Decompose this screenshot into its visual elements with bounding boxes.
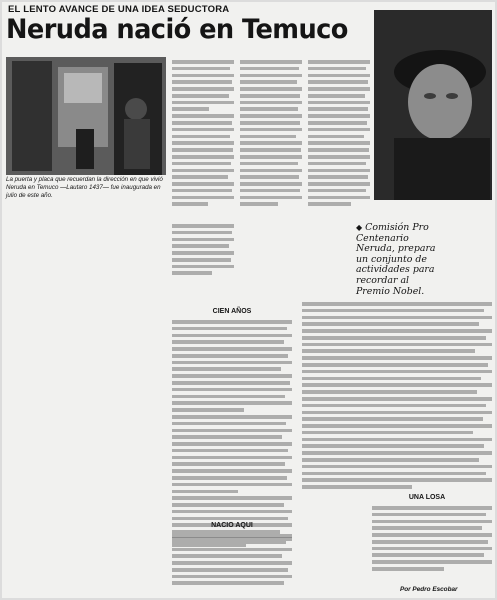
body-column-2 bbox=[240, 60, 302, 209]
street-photo bbox=[6, 57, 166, 175]
neruda-portrait-photo bbox=[374, 10, 492, 200]
photo-caption: La puerta y placa que recuerdan la dirección en que vivió Neruda en Temuco —Lautaro 1437— fue inaugurada en julio de este año. bbox=[6, 176, 163, 200]
body-column-5 bbox=[172, 320, 292, 551]
neruda-portrait-graphic bbox=[374, 10, 492, 200]
body-column-6 bbox=[172, 534, 292, 588]
body-column-1 bbox=[172, 60, 234, 209]
subhead-nacio-aqui: NACIO AQUI bbox=[211, 522, 253, 529]
body-column-7 bbox=[302, 302, 492, 492]
pull-quote-marker: ◆ bbox=[356, 223, 363, 232]
pull-quote-text: Comisión Pro Centenario Neruda, prepara un conjunto de actividades para recordar al Premio Nobel. bbox=[356, 222, 436, 297]
street-photo-graphic bbox=[6, 57, 166, 175]
byline: Por Pedro Escobar bbox=[400, 586, 458, 593]
headline: Neruda nació en Temuco bbox=[6, 14, 348, 45]
pull-quote bbox=[356, 223, 438, 297]
subhead-una-losa: UNA LOSA bbox=[408, 494, 446, 501]
body-column-4 bbox=[172, 224, 234, 278]
kicker: EL LENTO AVANCE DE UNA IDEA SEDUCTORA bbox=[8, 4, 230, 15]
subhead-cien-anos: CIEN AÑOS bbox=[212, 308, 252, 315]
body-column-8 bbox=[372, 506, 492, 574]
newspaper-clipping bbox=[2, 2, 495, 598]
body-column-3 bbox=[308, 60, 370, 209]
